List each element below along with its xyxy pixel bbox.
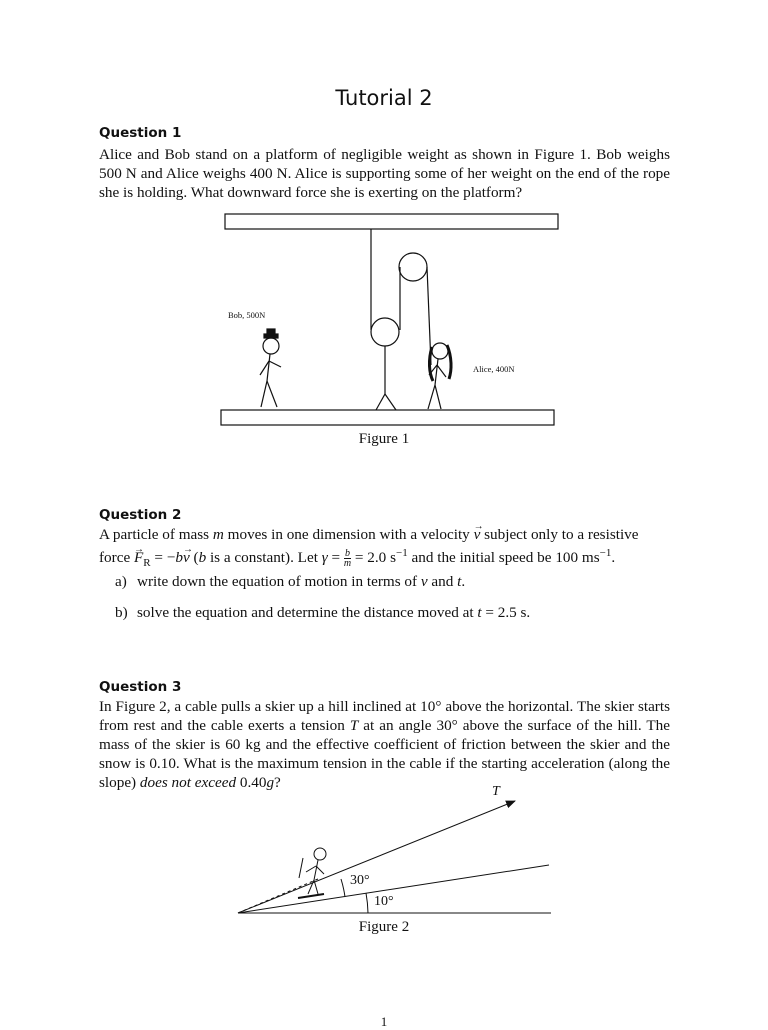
- lower-pulley: [371, 318, 399, 346]
- page-number: 1: [380, 1014, 388, 1029]
- question-2-line-2: force → $F_R = -b\to v$ (b is a constant). Let γ = $\frac{b}{m}$ = 2.0 $s^{-1}$ and the initial speed be 100 $ms^{-1}$.: [99, 544, 670, 573]
- angle-10-label: 10°: [374, 894, 394, 909]
- platform: [221, 410, 554, 425]
- tension-label: T: [492, 784, 500, 799]
- bob-figure: [260, 329, 281, 407]
- question-3-text: In Figure 2, a cable pulls a skier up a hill inclined at 10° above the horizontal. The skier starts from rest and the cable exerts a tension T at an angle 30° above the surface of the hill. The mass of the skier is 60 kg and the effective coefficient of friction between the skier and the snow is 0.10. What is the maximum tension in the cable if the starting acceleration (along the slope) does not exceed 0.40g?: [99, 698, 670, 791]
- skier-figure: [298, 848, 326, 898]
- angle-30-label: 30°: [350, 873, 370, 888]
- ceiling-beam: [225, 214, 558, 229]
- figure-1-caption: Figure 1: [358, 431, 410, 447]
- page-title: Tutorial 2: [335, 86, 433, 110]
- figure-1: [0, 205, 768, 430]
- alice-label: Alice, 400N: [473, 364, 515, 374]
- question-3-heading: Question 3: [99, 679, 182, 695]
- question-2-item-a: a) write down the equation of motion in terms of v and t.: [115, 573, 466, 590]
- bob-label: Bob, 500N: [228, 310, 266, 320]
- question-2-line-1: A particle of mass m moves in one dimension with a velocity → v subject only to a resistive: [99, 525, 670, 544]
- question-1-heading: Question 1: [99, 125, 182, 141]
- figure-2-caption: Figure 2: [358, 919, 410, 935]
- angle-arc-10: [366, 893, 368, 913]
- figure-2: [0, 780, 768, 920]
- question-2-item-b: b) solve the equation and determine the distance moved at t = 2.5 s.: [115, 604, 531, 621]
- question-2-heading: Question 2: [99, 507, 182, 523]
- angle-arc-30: [341, 879, 345, 897]
- alice-figure: [428, 343, 451, 409]
- upper-pulley: [399, 253, 427, 281]
- question-1-text: Alice and Bob stand on a platform of negligible weight as shown in Figure 1. Bob weighs 500 N and Alice weighs 400 N. Alice is supporting some of her weight on the end of the rope she is holding. What downward force she is exerting on the platform?: [99, 146, 670, 201]
